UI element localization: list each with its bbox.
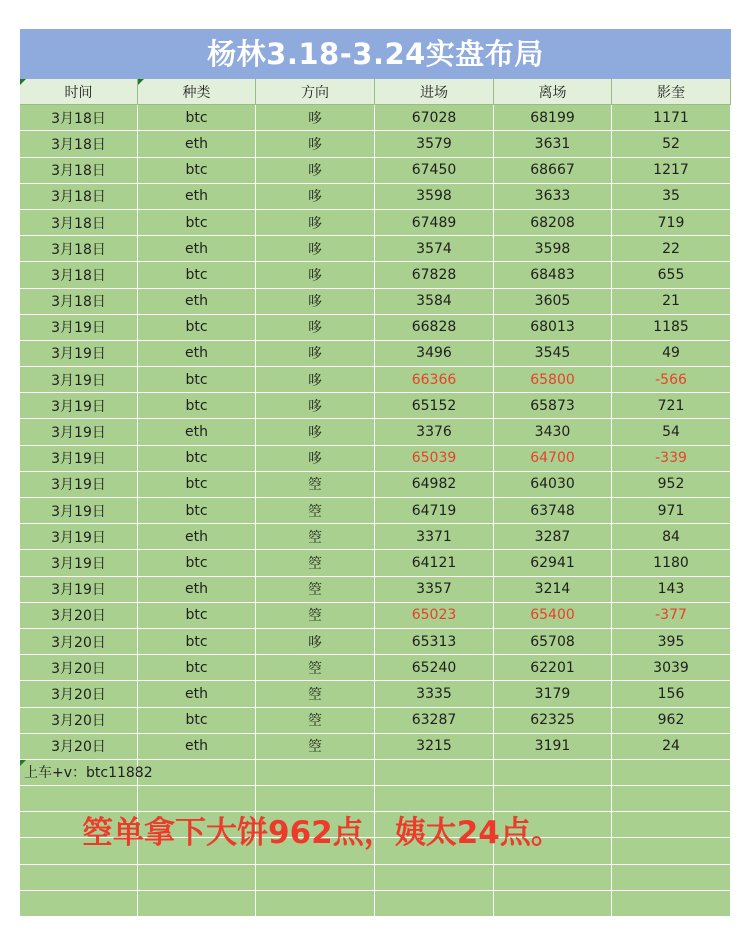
exit-cell[interactable]: 3605 [494, 289, 612, 315]
empty-cell[interactable] [612, 812, 731, 838]
entry-cell[interactable]: 65023 [375, 603, 494, 629]
entry-cell[interactable]: 3574 [375, 236, 494, 262]
entry-cell[interactable]: 3579 [375, 131, 494, 157]
table-row [20, 708, 731, 734]
table-row [20, 419, 731, 445]
date-cell[interactable]: 3月19日 [20, 419, 138, 445]
exit-cell[interactable]: 68013 [494, 315, 612, 341]
header-cell-exit[interactable]: 离场 [494, 79, 612, 105]
direction-cell[interactable]: 哆 [256, 131, 375, 157]
header-cell-entry[interactable]: 进场 [375, 79, 494, 105]
type-cell[interactable]: eth [138, 289, 256, 315]
type-cell[interactable]: btc [138, 550, 256, 576]
empty-cell[interactable] [612, 786, 731, 812]
exit-cell[interactable]: 62325 [494, 708, 612, 734]
pnl-cell[interactable]: 1185 [612, 315, 731, 341]
empty-row [20, 891, 731, 917]
empty-cell[interactable] [20, 891, 138, 917]
spreadsheet [20, 29, 731, 919]
table-row [20, 210, 731, 236]
exit-cell[interactable]: 3633 [494, 184, 612, 210]
exit-cell[interactable]: 65400 [494, 603, 612, 629]
table-row [20, 184, 731, 210]
table-row [20, 498, 731, 524]
entry-cell[interactable]: 65240 [375, 655, 494, 681]
date-cell[interactable]: 3月19日 [20, 498, 138, 524]
date-cell[interactable]: 3月19日 [20, 524, 138, 550]
direction-cell[interactable]: 哆 [256, 393, 375, 419]
exit-cell[interactable]: 65800 [494, 367, 612, 393]
date-cell[interactable]: 3月18日 [20, 262, 138, 288]
table-row [20, 262, 731, 288]
table-row [20, 158, 731, 184]
type-cell[interactable]: eth [138, 524, 256, 550]
empty-cell[interactable] [494, 865, 612, 891]
entry-cell[interactable]: 65313 [375, 629, 494, 655]
exit-cell[interactable]: 68483 [494, 262, 612, 288]
direction-cell[interactable]: 箜 [256, 655, 375, 681]
type-cell[interactable]: eth [138, 577, 256, 603]
type-cell[interactable]: eth [138, 236, 256, 262]
pnl-cell[interactable]: 1171 [612, 105, 731, 131]
direction-cell[interactable]: 箜 [256, 734, 375, 760]
entry-cell[interactable]: 64982 [375, 472, 494, 498]
pnl-cell[interactable]: 54 [612, 419, 731, 445]
direction-cell[interactable]: 哆 [256, 367, 375, 393]
empty-cell[interactable] [256, 865, 375, 891]
header-row [20, 79, 731, 105]
table-row [20, 655, 731, 681]
exit-cell[interactable]: 63748 [494, 498, 612, 524]
direction-cell[interactable]: 哆 [256, 105, 375, 131]
type-cell[interactable]: btc [138, 446, 256, 472]
empty-cell[interactable] [375, 891, 494, 917]
pnl-cell[interactable]: 962 [612, 708, 731, 734]
exit-cell[interactable]: 3598 [494, 236, 612, 262]
direction-cell[interactable]: 哆 [256, 341, 375, 367]
type-cell[interactable]: btc [138, 629, 256, 655]
empty-cell[interactable] [375, 760, 494, 786]
entry-cell[interactable]: 65039 [375, 446, 494, 472]
table-row [20, 446, 731, 472]
type-cell[interactable]: btc [138, 498, 256, 524]
pnl-cell[interactable]: -377 [612, 603, 731, 629]
pnl-cell[interactable]: -566 [612, 367, 731, 393]
exit-cell[interactable]: 68199 [494, 105, 612, 131]
type-cell[interactable]: btc [138, 393, 256, 419]
pnl-cell[interactable]: 24 [612, 734, 731, 760]
exit-cell[interactable]: 3631 [494, 131, 612, 157]
entry-cell[interactable]: 66366 [375, 367, 494, 393]
empty-cell[interactable] [138, 891, 256, 917]
pnl-cell[interactable]: 156 [612, 681, 731, 707]
pnl-cell[interactable]: 35 [612, 184, 731, 210]
type-cell[interactable]: btc [138, 472, 256, 498]
entry-cell[interactable]: 3357 [375, 577, 494, 603]
table-row [20, 681, 731, 707]
pnl-cell[interactable]: 3039 [612, 655, 731, 681]
exit-cell[interactable]: 68208 [494, 210, 612, 236]
date-cell[interactable]: 3月18日 [20, 210, 138, 236]
exit-cell[interactable]: 3179 [494, 681, 612, 707]
empty-cell[interactable] [138, 865, 256, 891]
table-row [20, 629, 731, 655]
direction-cell[interactable]: 哆 [256, 236, 375, 262]
type-cell[interactable]: btc [138, 105, 256, 131]
pnl-cell[interactable]: 52 [612, 131, 731, 157]
table-row [20, 472, 731, 498]
type-cell[interactable]: btc [138, 708, 256, 734]
pnl-cell[interactable]: 84 [612, 524, 731, 550]
entry-cell[interactable]: 3584 [375, 289, 494, 315]
pnl-cell[interactable]: -339 [612, 446, 731, 472]
contact-cell[interactable] [20, 760, 153, 786]
table-row [20, 236, 731, 262]
direction-cell[interactable]: 箜 [256, 577, 375, 603]
header-cell-time[interactable]: 时间 [20, 79, 138, 105]
entry-cell[interactable]: 64121 [375, 550, 494, 576]
exit-cell[interactable]: 68667 [494, 158, 612, 184]
type-cell[interactable]: btc [138, 262, 256, 288]
direction-cell[interactable]: 箜 [256, 472, 375, 498]
direction-cell[interactable]: 哆 [256, 210, 375, 236]
type-cell[interactable]: eth [138, 131, 256, 157]
entry-cell[interactable]: 3215 [375, 734, 494, 760]
date-cell[interactable]: 3月19日 [20, 367, 138, 393]
exit-cell[interactable]: 3545 [494, 341, 612, 367]
table-row [20, 289, 731, 315]
date-cell[interactable]: 3月18日 [20, 158, 138, 184]
exit-cell[interactable]: 3287 [494, 524, 612, 550]
table-row [20, 131, 731, 157]
direction-cell[interactable]: 箜 [256, 498, 375, 524]
table-row [20, 367, 731, 393]
date-cell[interactable]: 3月19日 [20, 393, 138, 419]
direction-cell[interactable]: 箜 [256, 681, 375, 707]
table-row [20, 603, 731, 629]
direction-cell[interactable]: 哆 [256, 446, 375, 472]
empty-cell[interactable] [375, 865, 494, 891]
contact-row [20, 760, 731, 786]
type-cell[interactable]: eth [138, 419, 256, 445]
table-body [20, 105, 731, 760]
date-cell[interactable]: 3月20日 [20, 734, 138, 760]
pnl-cell[interactable]: 719 [612, 210, 731, 236]
exit-cell[interactable]: 3430 [494, 419, 612, 445]
pnl-cell[interactable]: 49 [612, 341, 731, 367]
empty-cell[interactable] [256, 891, 375, 917]
entry-cell[interactable]: 3496 [375, 341, 494, 367]
empty-cell[interactable] [256, 760, 375, 786]
table-row [20, 341, 731, 367]
direction-cell[interactable]: 箜 [256, 603, 375, 629]
type-cell[interactable]: btc [138, 210, 256, 236]
empty-cell[interactable] [20, 865, 138, 891]
table-row [20, 577, 731, 603]
empty-cell[interactable] [138, 760, 256, 786]
direction-cell[interactable]: 哆 [256, 629, 375, 655]
direction-cell[interactable]: 哆 [256, 289, 375, 315]
pnl-cell[interactable]: 952 [612, 472, 731, 498]
date-cell[interactable]: 3月18日 [20, 289, 138, 315]
type-cell[interactable]: eth [138, 681, 256, 707]
type-cell[interactable]: btc [138, 603, 256, 629]
entry-cell[interactable]: 3376 [375, 419, 494, 445]
pnl-cell[interactable]: 1217 [612, 158, 731, 184]
summary-text: 箜单拿下大饼962点，姨太24点。 [82, 815, 562, 851]
header-cell-direction[interactable]: 方向 [256, 79, 375, 105]
entry-cell[interactable]: 3335 [375, 681, 494, 707]
pnl-cell[interactable]: 143 [612, 577, 731, 603]
date-cell[interactable]: 3月20日 [20, 708, 138, 734]
exit-cell[interactable]: 64700 [494, 446, 612, 472]
type-cell[interactable]: eth [138, 341, 256, 367]
header-cell-type[interactable]: 种类 [138, 79, 256, 105]
type-cell[interactable]: btc [138, 158, 256, 184]
date-cell[interactable]: 3月20日 [20, 681, 138, 707]
exit-cell[interactable]: 65873 [494, 393, 612, 419]
pnl-cell[interactable]: 395 [612, 629, 731, 655]
empty-cell[interactable] [612, 891, 731, 917]
type-cell[interactable]: eth [138, 184, 256, 210]
entry-cell[interactable]: 63287 [375, 708, 494, 734]
comment-marker-icon [20, 79, 26, 85]
table-row [20, 105, 731, 131]
pnl-cell[interactable]: 21 [612, 289, 731, 315]
empty-cell[interactable] [612, 760, 731, 786]
date-cell[interactable]: 3月18日 [20, 105, 138, 131]
exit-cell[interactable]: 62941 [494, 550, 612, 576]
empty-cell[interactable] [612, 838, 731, 864]
direction-cell[interactable]: 哆 [256, 315, 375, 341]
exit-cell[interactable]: 3191 [494, 734, 612, 760]
trade-table [20, 79, 731, 917]
entry-cell[interactable]: 65152 [375, 393, 494, 419]
table-row [20, 393, 731, 419]
table-row [20, 524, 731, 550]
table-row [20, 315, 731, 341]
header-cell-pnl[interactable]: 影奎 [612, 79, 731, 105]
exit-cell[interactable]: 64030 [494, 472, 612, 498]
entry-cell[interactable]: 67028 [375, 105, 494, 131]
entry-cell[interactable]: 64719 [375, 498, 494, 524]
exit-cell[interactable]: 65708 [494, 629, 612, 655]
empty-cell[interactable] [612, 865, 731, 891]
date-cell[interactable]: 3月20日 [20, 655, 138, 681]
type-cell[interactable]: btc [138, 367, 256, 393]
direction-cell[interactable]: 箜 [256, 524, 375, 550]
type-cell[interactable]: btc [138, 655, 256, 681]
pnl-cell[interactable]: 22 [612, 236, 731, 262]
contact-text: 上车+v：btc11882 [24, 765, 153, 782]
direction-cell[interactable]: 哆 [256, 262, 375, 288]
empty-cell[interactable] [494, 891, 612, 917]
entry-cell[interactable]: 67489 [375, 210, 494, 236]
table-row [20, 734, 731, 760]
type-cell[interactable]: btc [138, 315, 256, 341]
empty-row [20, 865, 731, 891]
comment-marker-icon [138, 79, 144, 85]
entry-cell[interactable]: 66828 [375, 315, 494, 341]
sheet-title: 杨林3.18-3.24实盘布局 [20, 29, 731, 79]
date-cell[interactable]: 3月19日 [20, 315, 138, 341]
direction-cell[interactable]: 箜 [256, 708, 375, 734]
direction-cell[interactable]: 哆 [256, 184, 375, 210]
date-cell[interactable]: 3月20日 [20, 629, 138, 655]
direction-cell[interactable]: 哆 [256, 158, 375, 184]
direction-cell[interactable]: 哆 [256, 419, 375, 445]
pnl-cell[interactable]: 655 [612, 262, 731, 288]
entry-cell[interactable]: 67450 [375, 158, 494, 184]
direction-cell[interactable]: 箜 [256, 550, 375, 576]
pnl-cell[interactable]: 971 [612, 498, 731, 524]
empty-cell[interactable] [494, 760, 612, 786]
date-cell[interactable]: 3月19日 [20, 446, 138, 472]
date-cell[interactable]: 3月19日 [20, 577, 138, 603]
date-cell[interactable]: 3月19日 [20, 341, 138, 367]
date-cell[interactable]: 3月20日 [20, 603, 138, 629]
date-cell[interactable]: 3月18日 [20, 236, 138, 262]
type-cell[interactable]: eth [138, 734, 256, 760]
date-cell[interactable]: 3月18日 [20, 131, 138, 157]
exit-cell[interactable]: 62201 [494, 655, 612, 681]
entry-cell[interactable]: 3598 [375, 184, 494, 210]
date-cell[interactable]: 3月18日 [20, 184, 138, 210]
table-row [20, 550, 731, 576]
exit-cell[interactable]: 3214 [494, 577, 612, 603]
date-cell[interactable]: 3月19日 [20, 550, 138, 576]
date-cell[interactable]: 3月19日 [20, 472, 138, 498]
entry-cell[interactable]: 67828 [375, 262, 494, 288]
pnl-cell[interactable]: 1180 [612, 550, 731, 576]
pnl-cell[interactable]: 721 [612, 393, 731, 419]
entry-cell[interactable]: 3371 [375, 524, 494, 550]
